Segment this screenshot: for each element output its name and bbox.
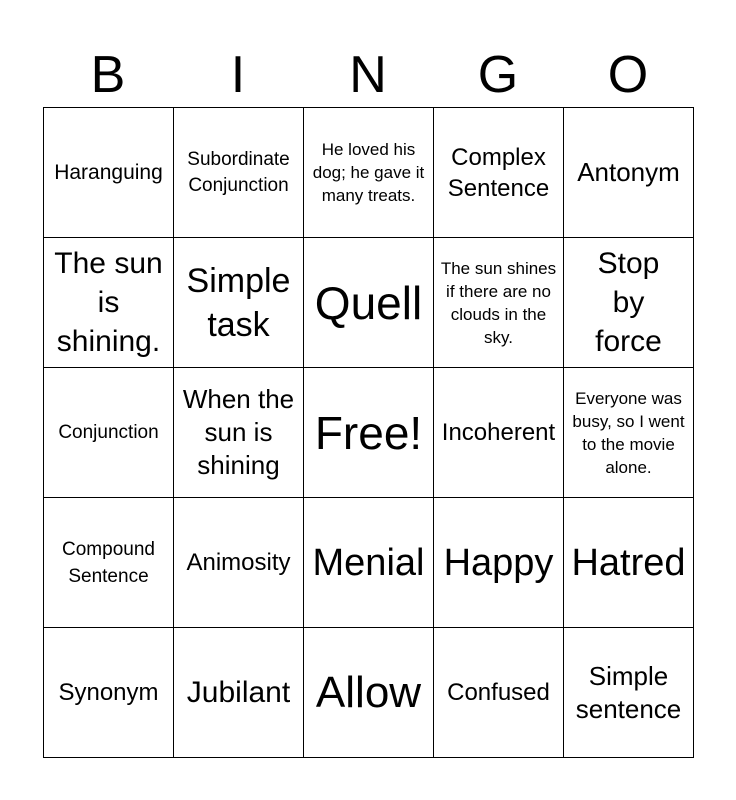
cell-text: Stop by force — [595, 247, 662, 358]
bingo-card — [43, 107, 694, 758]
bingo-cell[interactable] — [174, 368, 304, 498]
bingo-cell[interactable] — [434, 108, 564, 238]
cell-text: Simple sentence — [575, 660, 682, 724]
cell-text: Quell — [314, 276, 423, 329]
bingo-cell[interactable] — [434, 498, 564, 628]
bingo-cell[interactable] — [434, 238, 564, 368]
bingo-cell[interactable] — [564, 108, 694, 238]
cell-text: Antonym — [577, 157, 680, 187]
bingo-cell[interactable] — [304, 498, 434, 628]
cell-text: When the sun is shining — [182, 384, 295, 480]
bingo-cell[interactable] — [304, 108, 434, 238]
bingo-cell[interactable] — [44, 368, 174, 498]
bingo-cell[interactable] — [174, 238, 304, 368]
bingo-cell[interactable] — [44, 238, 174, 368]
bingo-cell[interactable] — [434, 368, 564, 498]
bingo-cell[interactable] — [174, 628, 304, 758]
header-letter-o: O — [607, 46, 649, 104]
cell-text: Free! — [314, 406, 423, 459]
cell-text: Conjunction — [58, 421, 159, 443]
cell-text: Allow — [315, 667, 422, 717]
cell-text: Menial — [312, 541, 425, 584]
bingo-cell[interactable] — [44, 498, 174, 628]
cell-text: Hatred — [571, 541, 686, 584]
bingo-header — [43, 44, 693, 106]
header-letter-i: I — [230, 46, 246, 104]
cell-text: Incoherent — [441, 419, 556, 446]
cell-text: Jubilant — [186, 676, 291, 709]
header-letter-g: G — [477, 46, 519, 104]
cell-text: The sun shines if there are no clouds in the sky. — [440, 258, 557, 347]
cell-text: He loved his dog; he gave it many treats. — [312, 140, 425, 205]
cell-text: Confused — [447, 679, 550, 706]
bingo-cell[interactable] — [304, 368, 434, 498]
cell-text: Compound Sentence — [62, 538, 155, 587]
cell-text: Haranguing — [54, 160, 163, 184]
bingo-cell[interactable] — [304, 628, 434, 758]
bingo-cell[interactable] — [564, 368, 694, 498]
bingo-cell[interactable] — [564, 628, 694, 758]
bingo-cell[interactable] — [304, 238, 434, 368]
header-letter-b: B — [90, 46, 126, 104]
cell-text: Subordinate Conjunction — [187, 148, 290, 196]
cell-text: Everyone was busy, so I went to the movie alone. — [572, 388, 685, 477]
cell-text: Synonym — [58, 679, 159, 706]
cell-text: Complex Sentence — [447, 143, 550, 202]
cell-text: Animosity — [186, 549, 291, 576]
bingo-cell[interactable] — [174, 498, 304, 628]
cell-text: The sun is shining. — [54, 247, 163, 358]
bingo-cell[interactable] — [434, 628, 564, 758]
bingo-cell[interactable] — [174, 108, 304, 238]
bingo-cell[interactable] — [564, 238, 694, 368]
cell-text: Happy — [443, 541, 554, 584]
bingo-cell[interactable] — [44, 628, 174, 758]
header-letter-n: N — [349, 46, 387, 104]
bingo-cell[interactable] — [564, 498, 694, 628]
cell-text: Simple task — [186, 261, 291, 344]
bingo-cell[interactable] — [44, 108, 174, 238]
